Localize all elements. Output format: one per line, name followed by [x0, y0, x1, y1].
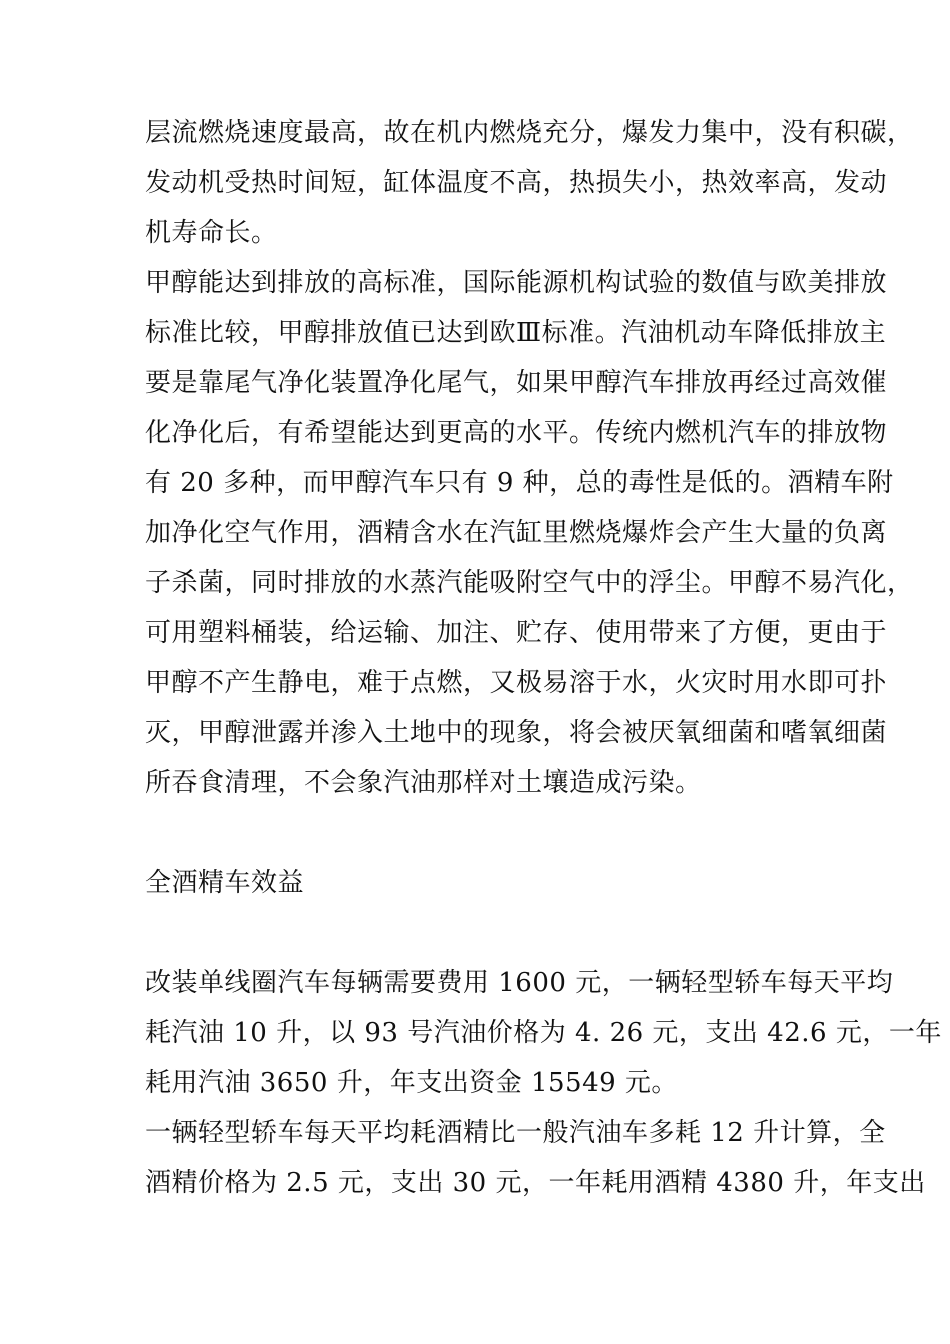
- section-title-block: [145, 858, 810, 908]
- paragraph-line: 改装单线圈汽车每辆需要费用 1600 元，一辆轻型轿车每天平均: [145, 968, 894, 998]
- paragraph-emissions: [145, 258, 914, 808]
- paragraph-line: 层流燃烧速度最高，故在机内燃烧充分，爆发力集中，没有积碳，: [145, 118, 914, 148]
- paragraph-line: 耗汽油 10 升，以 93 号汽油价格为 4. 26 元，支出 42.6 元，一年: [145, 1018, 942, 1048]
- paragraph-line: 机寿命长。: [145, 218, 278, 248]
- paragraph-line: 一辆轻型轿车每天平均耗酒精比一般汽油车多耗 12 升计算，全: [145, 1118, 886, 1148]
- paragraph-line: 可用塑料桶装，给运输、加注、贮存、使用带来了方便，更由于: [145, 618, 888, 648]
- paragraph-combustion: [145, 108, 914, 258]
- paragraph-line: 子杀菌，同时排放的水蒸汽能吸附空气中的浮尘。甲醇不易汽化，: [145, 568, 914, 598]
- paragraph-line: 所吞食清理，不会象汽油那样对土壤造成污染。: [145, 768, 702, 798]
- paragraph-line: 加净化空气作用，酒精含水在汽缸里燃烧爆炸会产生大量的负离: [145, 518, 888, 548]
- paragraph-line: 酒精价格为 2.5 元，支出 30 元，一年耗用酒精 4380 升，年支出: [145, 1168, 926, 1198]
- section-title: 全酒精车效益: [145, 868, 305, 898]
- paragraph-gasoline-cost: [145, 958, 942, 1108]
- paragraph-line: 甲醇不产生静电，难于点燃，又极易溶于水，火灾时用水即可扑: [145, 668, 888, 698]
- paragraph-line: 有 20 多种，而甲醇汽车只有 9 种，总的毒性是低的。酒精车附: [145, 468, 894, 498]
- paragraph-alcohol-cost: [145, 1108, 926, 1208]
- paragraph-line: 发动机受热时间短，缸体温度不高，热损失小，热效率高，发动: [145, 168, 888, 198]
- paragraph-line: 耗用汽油 3650 升，年支出资金 15549 元。: [145, 1068, 678, 1098]
- paragraph-line: 化净化后，有希望能达到更高的水平。传统内燃机汽车的排放物: [145, 418, 888, 448]
- paragraph-line: 灭，甲醇泄露并渗入土地中的现象，将会被厌氧细菌和嗜氧细菌: [145, 718, 888, 748]
- paragraph-line: 甲醇能达到排放的高标准，国际能源机构试验的数值与欧美排放: [145, 268, 888, 298]
- paragraph-line: 标准比较，甲醇排放值已达到欧Ⅲ标准。汽油机动车降低排放主: [145, 318, 887, 348]
- paragraph-line: 要是靠尾气净化装置净化尾气，如果甲醇汽车排放再经过高效催: [145, 368, 888, 398]
